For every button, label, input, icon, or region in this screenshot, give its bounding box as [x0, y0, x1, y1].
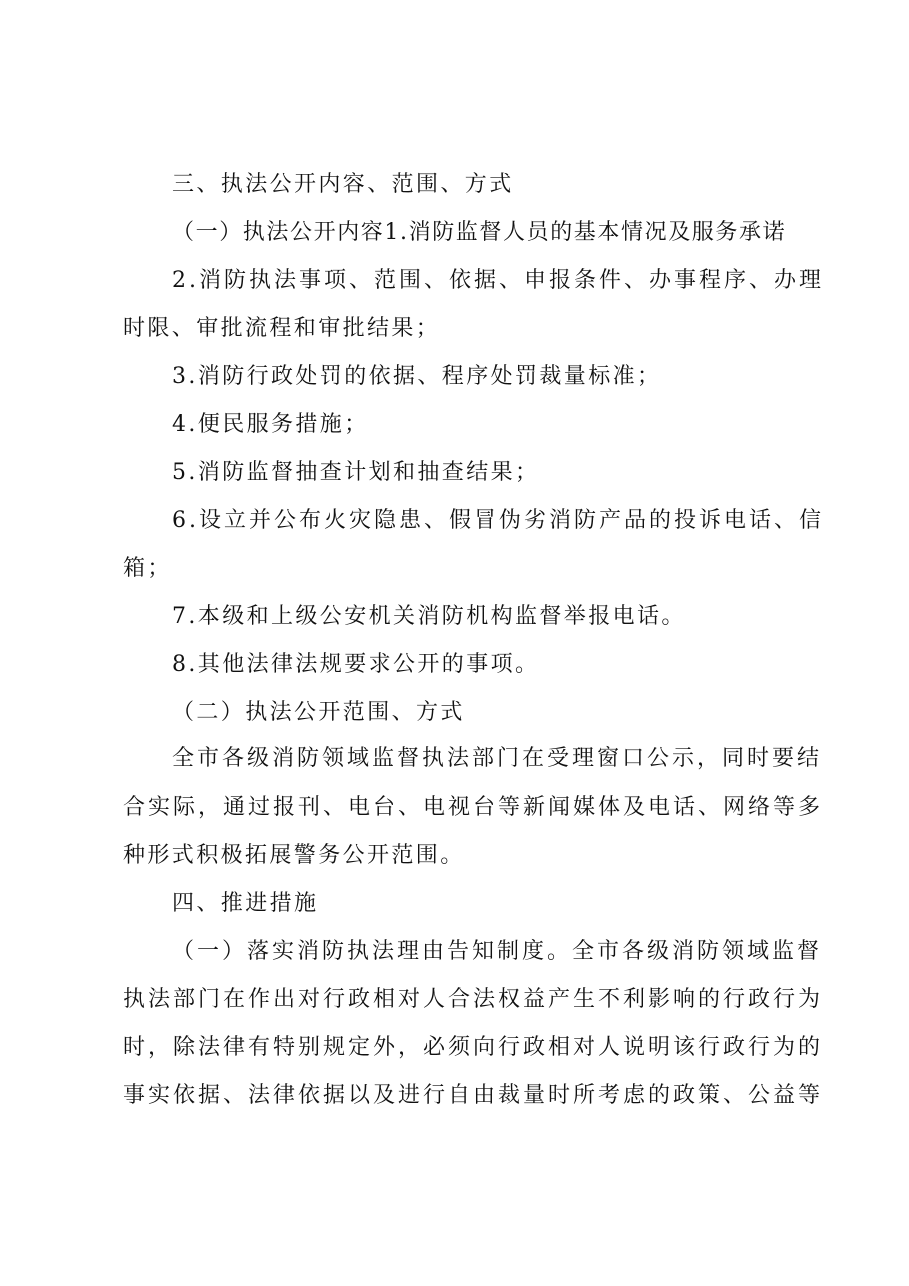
subsection-heading-scope: （二）执法公开范围、方式 [172, 700, 465, 725]
paragraph-line: 全市各级消防领域监督执法部门在受理窗口公示，同时要结 [172, 746, 823, 771]
paragraph-line: 2.消防执法事项、范围、依据、申报条件、办事程序、办理 [172, 268, 824, 293]
section-heading-4: 四、推进措施 [172, 891, 319, 916]
paragraph-line: 4.便民服务措施； [172, 412, 369, 437]
paragraph-line: 8.其他法律法规要求公开的事项。 [172, 652, 540, 677]
paragraph-line: 时，除法律有特别规定外，必须向行政相对人说明该行政行为的 [123, 1035, 824, 1060]
subsection-heading-content: （一）执法公开内容1.消防监督人员的基本情况及服务承诺 [172, 220, 787, 245]
section-heading-3: 三、执法公开内容、范围、方式 [172, 172, 514, 197]
paragraph-line: 种形式积极拓展警务公开范围。 [123, 843, 465, 868]
paragraph-line: 3.消防行政处罚的依据、程序处罚裁量标准； [172, 364, 662, 389]
paragraph-line: 箱； [123, 556, 172, 581]
paragraph-line: 5.消防监督抽查计划和抽查结果； [172, 460, 540, 485]
paragraph-line: 执法部门在作出对行政相对人合法权益产生不利影响的行政行为 [123, 987, 824, 1012]
paragraph-line: 事实依据、法律依据以及进行自由裁量时所考虑的政策、公益等 [123, 1083, 824, 1108]
paragraph-line: 6.设立并公布火灾隐患、假冒伪劣消防产品的投诉电话、信 [172, 508, 824, 533]
paragraph-line: 时限、审批流程和审批结果； [123, 316, 441, 341]
paragraph-line: 合实际，通过报刊、电台、电视台等新闻媒体及电话、网络等多 [123, 795, 824, 820]
paragraph-line: 7.本级和上级公安机关消防机构监督举报电话。 [172, 604, 686, 629]
paragraph-line: （一）落实消防执法理由告知制度。全市各级消防领域监督 [172, 939, 823, 964]
